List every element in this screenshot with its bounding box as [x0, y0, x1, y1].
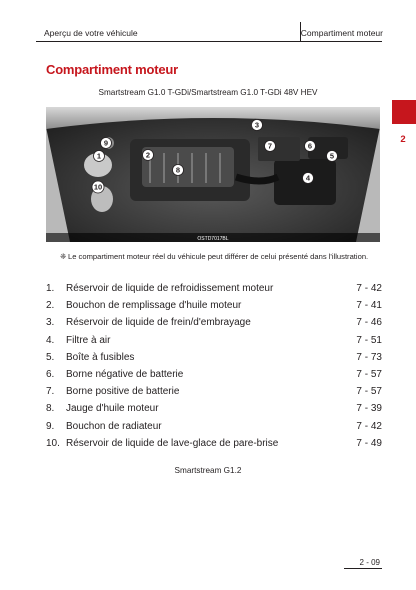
engine-bay-photo [46, 107, 380, 242]
svg-text:3: 3 [254, 120, 260, 130]
svg-text:6: 6 [307, 141, 313, 151]
list-item [46, 314, 382, 331]
svg-text:2: 2 [145, 150, 151, 160]
item-label: Bouchon de radiateur [66, 420, 162, 432]
item-page-ref: 7 - 41 [356, 300, 382, 312]
svg-text:4: 4 [305, 173, 311, 183]
item-number: 9. [46, 420, 55, 432]
photo-code: OSTD7017BL [197, 236, 229, 242]
item-page-ref: 7 - 46 [356, 317, 382, 329]
running-header-section: Compartiment moteur [300, 28, 383, 38]
next-engine-subtitle: Smartstream G1.2 [174, 466, 242, 475]
item-number: 2. [46, 300, 55, 312]
item-number: 7. [46, 386, 55, 398]
list-item [46, 366, 382, 383]
item-label: Borne négative de batterie [66, 368, 184, 380]
item-label: Réservoir de liquide de frein/d'embrayage [66, 317, 251, 329]
item-label: Boîte à fusibles [66, 351, 135, 363]
callout-7 [265, 141, 276, 152]
callout-3 [252, 120, 263, 131]
item-page-ref: 7 - 57 [356, 386, 382, 398]
component-list [46, 280, 382, 452]
running-header-chapter: Aperçu de votre véhicule [44, 28, 138, 38]
page-number: 2 - 09 [359, 558, 380, 567]
svg-text:5: 5 [329, 151, 335, 161]
header-rule [36, 41, 382, 42]
item-page-ref: 7 - 51 [356, 334, 382, 346]
item-number: 6. [46, 368, 55, 380]
list-item [46, 435, 382, 452]
page-number-rule [344, 568, 382, 569]
item-number: 4. [46, 334, 55, 346]
list-item [46, 400, 382, 417]
item-label: Filtre à air [66, 334, 111, 346]
item-label: Jauge d'huile moteur [66, 403, 159, 415]
item-page-ref: 7 - 49 [356, 437, 382, 449]
battery [258, 137, 300, 161]
section-title: Compartiment moteur [46, 62, 178, 77]
chapter-tab [392, 100, 416, 124]
item-page-ref: 7 - 57 [356, 368, 382, 380]
note-text: Le compartiment moteur réel du véhicule peut différer de celui présenté dans l'illustration. [68, 252, 369, 261]
callout-1 [94, 151, 105, 162]
item-label: Réservoir de liquide de lave-glace de pare-brise [66, 437, 279, 449]
item-number: 5. [46, 351, 55, 363]
item-page-ref: 7 - 73 [356, 351, 382, 363]
svg-text:1: 1 [96, 151, 102, 161]
callout-8 [173, 165, 184, 176]
callout-9 [101, 138, 112, 149]
item-number: 1. [46, 283, 55, 294]
list-item [46, 383, 382, 400]
callout-4 [303, 173, 314, 184]
item-label: Bouchon de remplissage d'huile moteur [66, 300, 242, 312]
note-symbol: ❈ [60, 252, 67, 261]
list-item [46, 349, 382, 366]
illustration-note [60, 252, 380, 262]
item-label: Réservoir de liquide de refroidissement moteur [66, 283, 274, 294]
callout-2 [143, 150, 154, 161]
list-item [46, 297, 382, 314]
list-item [46, 280, 382, 297]
item-number: 10. [46, 437, 60, 449]
header-divider-tick [300, 22, 301, 42]
item-number: 3. [46, 317, 55, 329]
engine-subtitle: Smartstream G1.0 T-GDi/Smartstream G1.0 T-GDi 48V HEV [98, 88, 318, 97]
svg-text:10: 10 [93, 182, 103, 192]
chapter-number: 2 [400, 134, 406, 145]
item-number: 8. [46, 403, 55, 415]
callout-10 [92, 181, 104, 193]
list-item [46, 418, 382, 435]
item-page-ref: 7 - 42 [356, 420, 382, 432]
callout-6 [305, 141, 316, 152]
list-item [46, 332, 382, 349]
item-page-ref: 7 - 42 [356, 283, 382, 294]
svg-text:7: 7 [267, 141, 273, 151]
svg-text:8: 8 [175, 165, 181, 175]
item-page-ref: 7 - 39 [356, 403, 382, 415]
svg-text:9: 9 [103, 138, 109, 148]
callout-5 [327, 151, 338, 162]
item-label: Borne positive de batterie [66, 386, 180, 398]
engine-bay-illustration [46, 107, 380, 242]
